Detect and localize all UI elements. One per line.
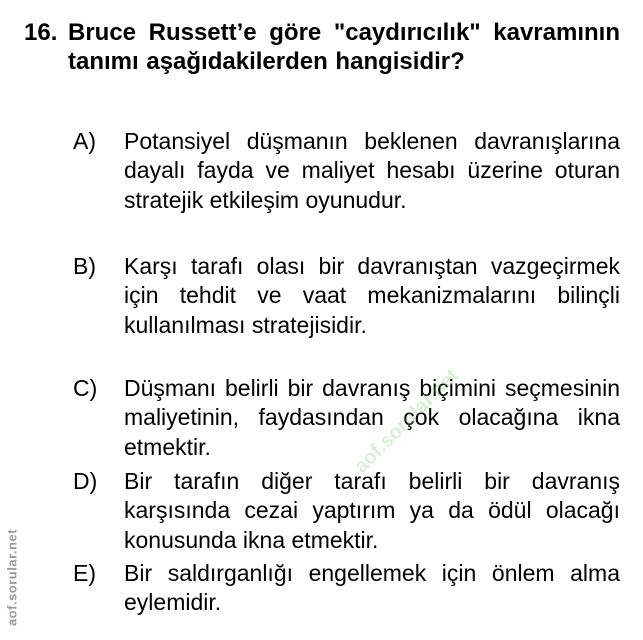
option-label: C) xyxy=(73,375,98,401)
option-label: B) xyxy=(73,253,96,279)
option-label: A) xyxy=(73,128,96,154)
question-number: 16. xyxy=(24,19,58,46)
option-text: Bir saldırganlığı engellemek için önlem alma eylemidir. xyxy=(124,560,620,616)
diagonal-watermark: aof.sorular.net xyxy=(350,364,464,478)
option-label: E) xyxy=(73,560,96,586)
option-text: Bir tarafın diğer tarafı belirli bir davranış karşısında cezai yaptırım ya da ödül olacağı konusunda ikna etmektir. xyxy=(124,468,620,553)
option-label: D) xyxy=(73,468,98,494)
side-watermark: aof.sorular.net xyxy=(4,528,20,627)
question-text: Bruce Russett’e göre "caydırıcılık" kavramının tanımı aşağıdakilerden hangisidir? xyxy=(68,19,620,75)
option-text: Düşmanı belirli bir davranış biçimini seçmesinin maliyetinin, faydasından çok olacağına ikna etmektir. xyxy=(124,375,620,460)
option-text: Karşı tarafı olası bir davranıştan vazgeçirmek için tehdit ve vaat mekanizmalarını bilinçli kullanılması stratejisidir. xyxy=(124,253,620,338)
option-text: Potansiyel düşmanın beklenen davranışlarına dayalı fayda ve maliyet hesabı üzerine oturan stratejik etkileşim oyunudur. xyxy=(124,128,620,213)
